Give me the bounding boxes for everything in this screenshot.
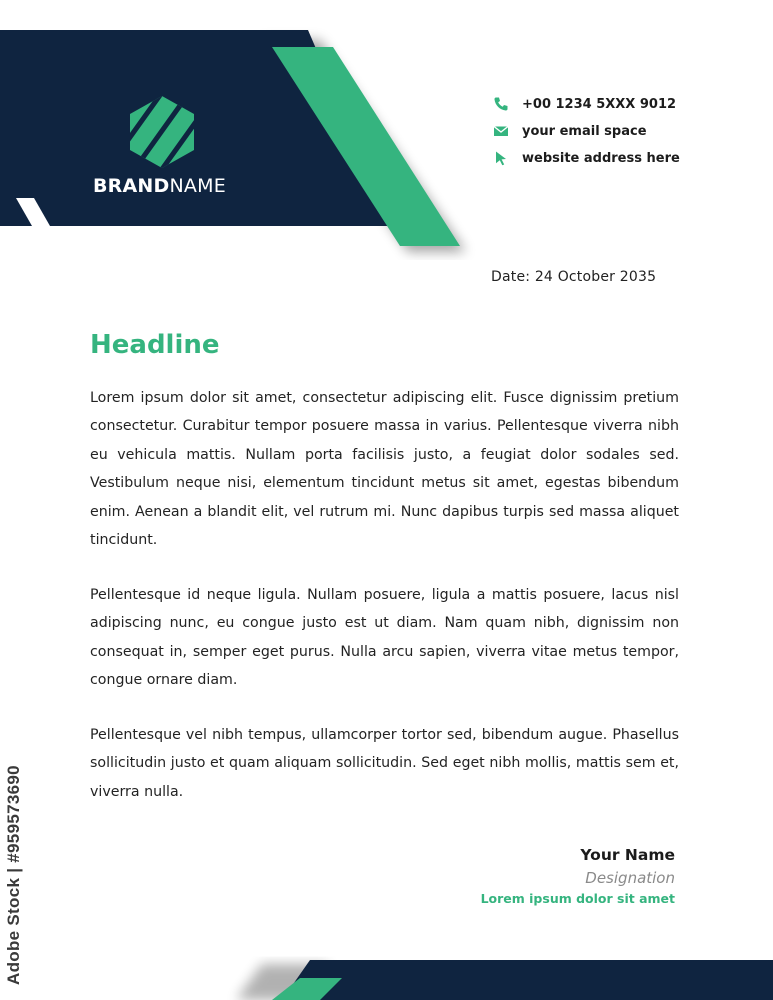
body-paragraph-1: Lorem ipsum dolor sit amet, consectetur adipiscing elit. Fusce dignissim pretium consectetur. Curabitur tempor posuere massa in varius. Pellentesque viverra nibh eu vehicula mattis. Nullam porta facilisis justo, a feugiat dolor sodales sed. Vestibulum neque nisi, elementum tincidunt metus sit amet, egestas bibendum enim. Aenean a blandit elit, vel rutrum mi. Nunc dapibus turpis sed massa aliquet tincidunt.	[90, 390, 679, 549]
phone-text: +00 1234 5XXX 9012	[522, 96, 677, 112]
brand-logo-icon	[128, 96, 196, 168]
signature-designation: Designation	[585, 869, 675, 887]
footer-navy-bar	[282, 960, 773, 1000]
cursor-icon	[493, 150, 509, 166]
contact-email	[493, 122, 647, 140]
signature-name: Your Name	[580, 846, 675, 864]
stock-id-label: Adobe Stock | #959573690	[4, 765, 23, 985]
footer-banner	[0, 950, 773, 1000]
website-text: website address here	[522, 150, 680, 166]
contact-website	[493, 149, 680, 167]
letter-date: Date: 24 October 2035	[491, 269, 657, 285]
email-text: your email space	[522, 123, 647, 139]
brand-name: BRANDNAME	[93, 175, 226, 197]
body-paragraph-2: Pellentesque id neque ligula. Nullam posuere, ligula a mattis posuere, lacus nisl adipiscing nunc, eu congue justo est ut diam. Nam quam nibh, dignissim non consequat in, semper eget purus. Nulla arcu sapien, viverra vitae metus tempor, congue ornare diam.	[90, 587, 679, 689]
envelope-icon	[493, 123, 509, 139]
body-paragraph-3: Pellentesque vel nibh tempus, ullamcorper tortor sed, bibendum augue. Phasellus sollicitudin justo et quam aliquam sollicitudin. Sed eget nibh mollis, mattis sem et, viverra nulla.	[90, 727, 679, 800]
signature-tagline: Lorem ipsum dolor sit amet	[480, 891, 675, 906]
contact-phone	[493, 95, 676, 113]
headline: Headline	[90, 330, 220, 360]
header-banner	[0, 0, 773, 260]
phone-icon	[493, 96, 509, 112]
